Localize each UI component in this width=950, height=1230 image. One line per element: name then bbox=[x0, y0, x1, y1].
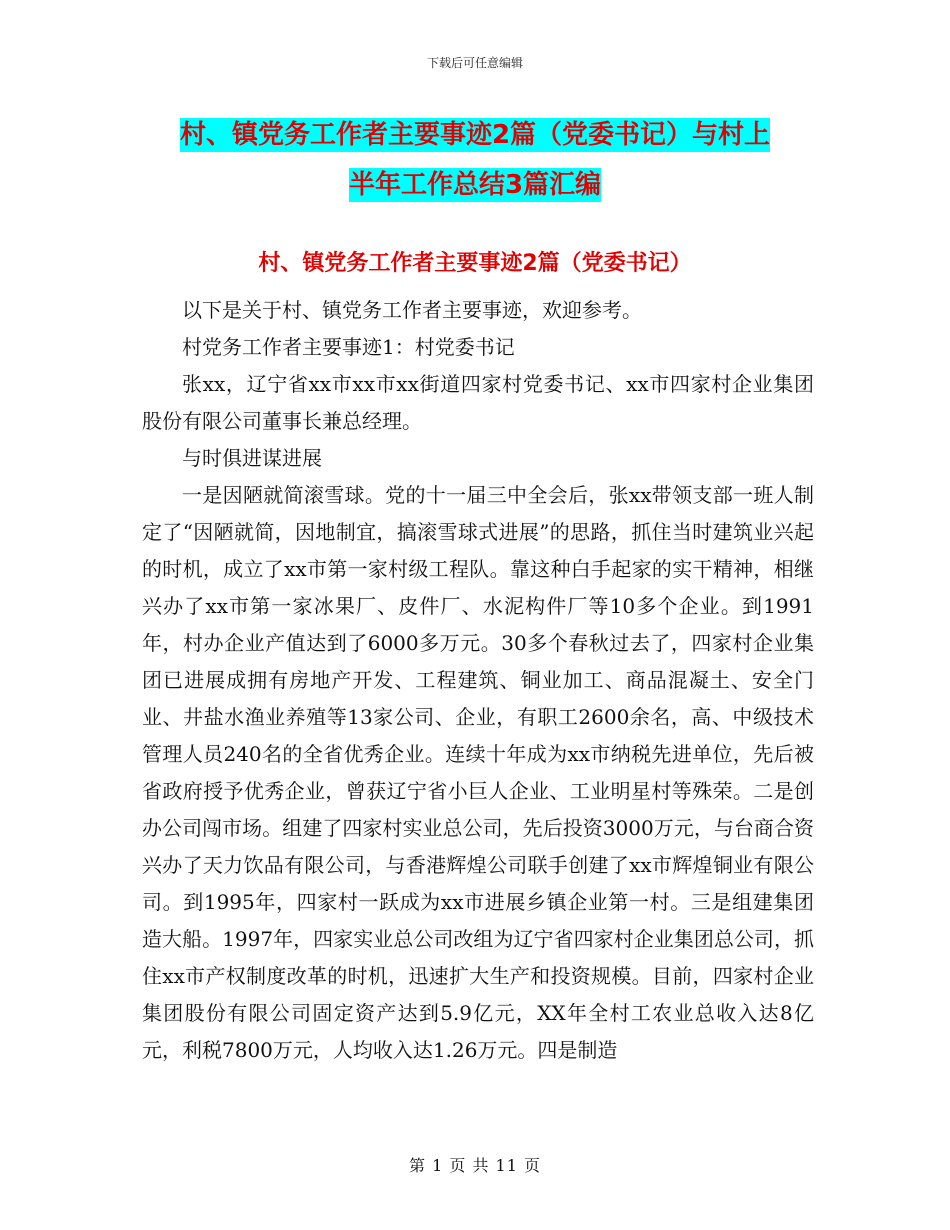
page-number-footer: 第 1 页 共 11 页 bbox=[409, 1156, 541, 1175]
paragraph-heading-deed-1: 村党务工作者主要事迹1：村党委书记 bbox=[182, 335, 515, 359]
paragraph-main: 一是因陋就简滚雪球。党的十一届三中全会后，张xx带领支部一班人制定了“因陋就简，因地制宜，搞滚雪球式进展”的思路，抓住当时建筑业兴起的时机，成立了xx市第一家村级工程队。靠这种白手起家的实干精神，相继兴办了xx市第一家冰果厂、皮件厂、水泥构件厂等10多个企业。到1991年，村办企业产值达到了6000多万元。30多个春秋过去了，四家村企业集团已进展成拥有房地产开发、工程建筑、铜业加工、商品混凝土、安全门业、井盐水渔业养殖等13家公司、企业，有职工2600余名，高、中级技术管理人员240名的全省优秀企业。连续十年成为xx市纳税先进单位，先后被省政府授予优秀企业，曾获辽宁省小巨人企业、工业明星村等殊荣。二是创办公司闯市场。组建了四家村实业总公司，先后投资3000万元，与台商合资兴办了天力饮品有限公司，与香港辉煌公司联手创建了xx市辉煌铜业有限公司。到1995年，四家村一跃成为xx市进展乡镇企业第一村。三是组建集团造大船。1997年，四家实业总公司改组为辽宁省四家村企业集团总公司，抓住xx市产权制度改革的时机，迅速扩大生产和投资规模。目前，四家村企业集团股份有限公司固定资产达到5.9亿元，XX年全村工农业总收入达8亿元，利税7800万元，人均收入达1.26万元。四是制造 bbox=[142, 483, 814, 1062]
section-title: 村、镇党务工作者主要事迹2篇（党委书记） bbox=[258, 251, 692, 276]
paragraph-profile: 张xx，辽宁省xx市xx市xx街道四家村党委书记、xx市四家村企业集团股份有限公司董事长兼总经理。 bbox=[142, 372, 814, 433]
document-body bbox=[142, 292, 814, 1069]
paragraph-subheading: 与时俱进谋进展 bbox=[182, 446, 322, 470]
document-title-line-1: 村、镇党务工作者主要事迹2篇（党委书记）与村上 bbox=[179, 120, 771, 150]
document-title bbox=[0, 110, 950, 210]
header-note: 下载后可任意编辑 bbox=[426, 56, 523, 70]
document-title-line-2: 半年工作总结3篇汇编 bbox=[348, 170, 602, 200]
paragraph-intro: 以下是关于村、镇党务工作者主要事迹，欢迎参考。 bbox=[182, 298, 642, 322]
